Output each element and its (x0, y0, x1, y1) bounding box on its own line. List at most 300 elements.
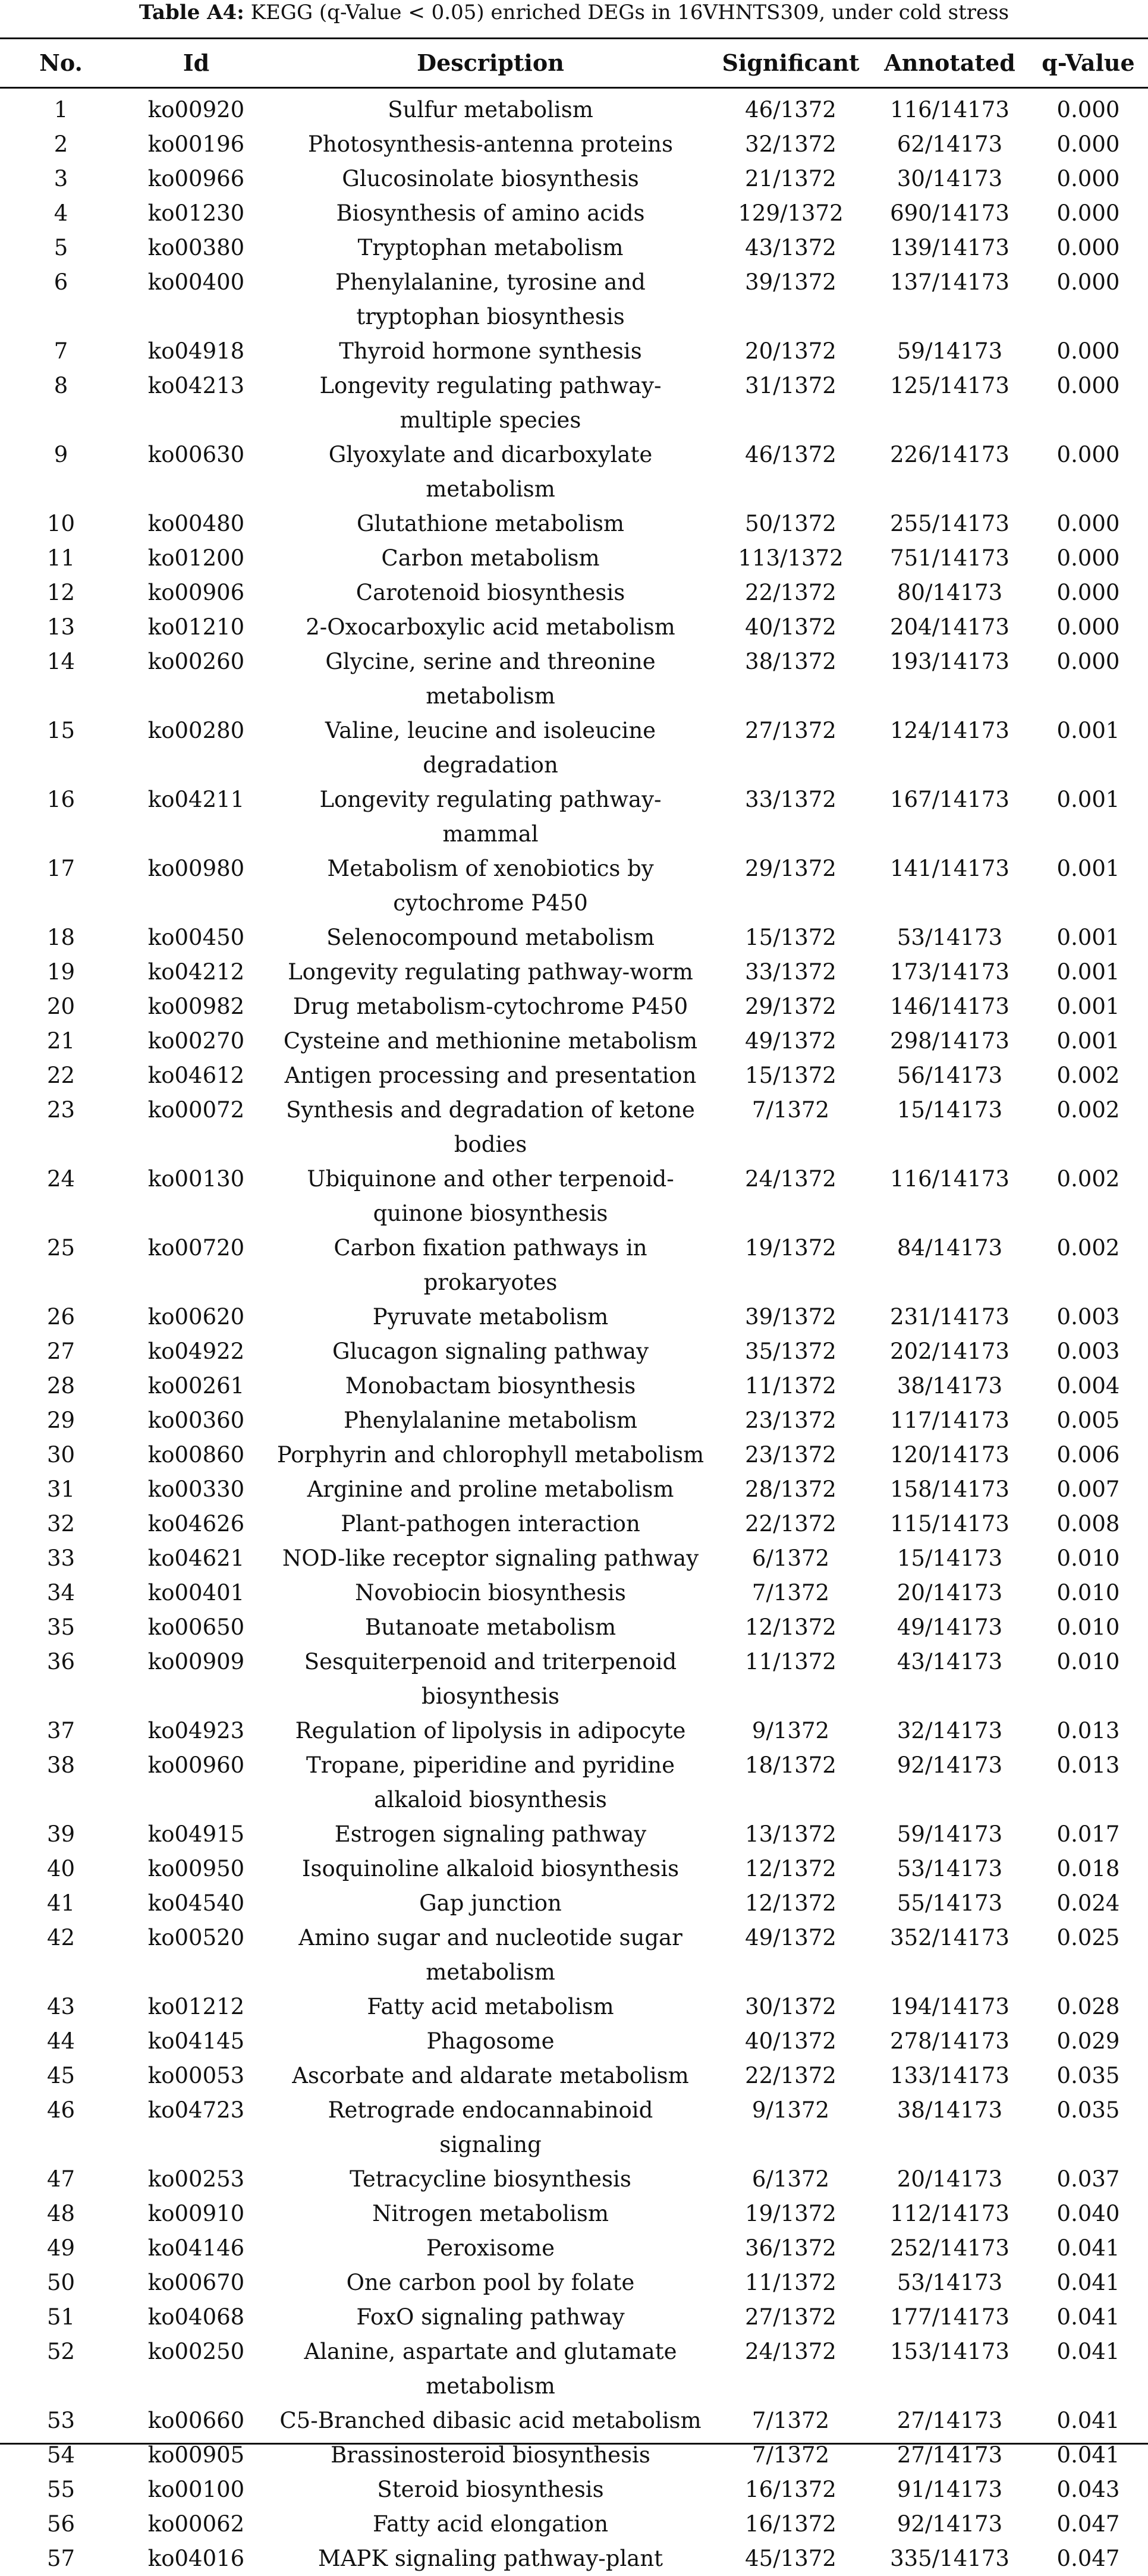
cell-no: 13 (46, 614, 76, 640)
cell-id: ko00950 (147, 1856, 245, 1881)
cell-id: ko04068 (147, 2304, 245, 2330)
cell-no: 38 (46, 1752, 76, 1778)
cell-annotated: 120/14173 (890, 1442, 1009, 1468)
cell-significant: 21/1372 (745, 166, 836, 191)
cell-id: ko00330 (147, 1477, 245, 1502)
cell-description: Glucosinolate biosynthesis (342, 166, 639, 191)
cell-id: ko04540 (147, 1890, 245, 1916)
cell-annotated: 204/14173 (890, 614, 1009, 640)
cell-id: ko00270 (147, 1028, 245, 1054)
cell-no: 48 (46, 2201, 76, 2226)
cell-id: ko00966 (147, 166, 245, 191)
cell-q-value: 0.001 (1056, 1028, 1120, 1054)
cell-significant: 29/1372 (745, 994, 836, 1019)
cell-q-value: 0.013 (1056, 1718, 1120, 1743)
cell-significant: 6/1372 (751, 1545, 830, 1571)
cell-annotated: 55/14173 (897, 1890, 1003, 1916)
cell-no: 30 (46, 1442, 76, 1468)
table-row (0, 265, 1148, 334)
cell-annotated: 751/14173 (890, 545, 1009, 571)
cell-no: 26 (46, 1304, 76, 1330)
cell-description: Pyruvate metabolism (372, 1304, 609, 1330)
cell-significant: 49/1372 (745, 1925, 836, 1950)
cell-annotated: 53/14173 (897, 2270, 1003, 2295)
cell-significant: 46/1372 (745, 442, 836, 467)
cell-no: 23 (46, 1097, 76, 1123)
table-row (0, 1748, 1148, 1817)
table-row (0, 955, 1148, 989)
table-row (0, 369, 1148, 438)
cell-id: ko01230 (147, 200, 245, 226)
cell-q-value: 0.000 (1056, 131, 1120, 157)
cell-q-value: 0.037 (1056, 2166, 1120, 2192)
cell-annotated: 226/14173 (890, 442, 1009, 467)
cell-description: Plant-pathogen interaction (341, 1511, 640, 1537)
cell-description: Estrogen signaling pathway (334, 1821, 647, 1847)
cell-q-value: 0.005 (1056, 1408, 1120, 1433)
cell-id: ko00910 (147, 2201, 245, 2226)
cell-annotated: 117/14173 (890, 1408, 1009, 1433)
cell-description: Butanoate metabolism (364, 1614, 617, 1640)
table-caption (0, 0, 1148, 25)
cell-no: 31 (46, 1477, 76, 1502)
table-row (0, 127, 1148, 162)
cell-significant: 45/1372 (745, 2546, 836, 2571)
cell-significant: 22/1372 (745, 1511, 836, 1537)
cell-annotated: 141/14173 (890, 856, 1009, 881)
cell-q-value: 0.010 (1056, 1614, 1120, 1640)
cell-description: Drug metabolism-cytochrome P450 (292, 994, 688, 1019)
cell-annotated: 53/14173 (897, 925, 1003, 950)
cell-no: 44 (46, 2028, 76, 2054)
cell-q-value: 0.041 (1056, 2304, 1120, 2330)
cell-significant: 29/1372 (745, 856, 836, 881)
cell-id: ko04626 (147, 1511, 245, 1537)
table-row (0, 438, 1148, 507)
cell-significant: 43/1372 (745, 235, 836, 260)
cell-q-value: 0.025 (1056, 1925, 1120, 1950)
table-row (0, 2473, 1148, 2507)
cell-no: 4 (54, 200, 68, 226)
cell-description: Metabolism of xenobiotics by cytochrome P450 (327, 856, 654, 916)
cell-id: ko00920 (147, 97, 245, 122)
cell-q-value: 0.041 (1056, 2442, 1120, 2468)
cell-significant: 27/1372 (745, 718, 836, 743)
cell-id: ko00660 (147, 2408, 245, 2433)
cell-significant: 15/1372 (745, 925, 836, 950)
cell-significant: 7/1372 (751, 1580, 830, 1606)
cell-annotated: 298/14173 (890, 1028, 1009, 1054)
cell-id: ko00980 (147, 856, 245, 881)
table-row (0, 2093, 1148, 2162)
cell-id: ko00130 (147, 1166, 245, 1192)
cell-description: Carotenoid biosynthesis (356, 580, 625, 605)
cell-no: 17 (46, 856, 76, 881)
cell-annotated: 20/14173 (897, 1580, 1003, 1606)
cell-no: 7 (54, 338, 68, 364)
cell-annotated: 84/14173 (897, 1235, 1003, 1261)
header-description: Description (417, 49, 564, 76)
cell-no: 15 (46, 718, 76, 743)
cell-description: Regulation of lipolysis in adipocyte (295, 1718, 686, 1743)
cell-description: Longevity regulating pathway-multiple species (319, 373, 662, 433)
cell-id: ko00960 (147, 1752, 245, 1778)
cell-q-value: 0.007 (1056, 1477, 1120, 1502)
table-row (0, 2300, 1148, 2335)
cell-description: Ubiquinone and other terpenoid-quinone biosynthesis (307, 1166, 674, 1226)
cell-annotated: 352/14173 (890, 1925, 1009, 1950)
header-significant: Significant (722, 49, 860, 76)
cell-no: 55 (46, 2477, 76, 2502)
cell-annotated: 252/14173 (890, 2235, 1009, 2261)
cell-no: 51 (46, 2304, 76, 2330)
cell-no: 52 (46, 2339, 76, 2364)
cell-significant: 39/1372 (745, 269, 836, 295)
cell-annotated: 137/14173 (890, 269, 1009, 295)
table-row (0, 1162, 1148, 1231)
cell-annotated: 92/14173 (897, 2511, 1003, 2537)
cell-id: ko00250 (147, 2339, 245, 2364)
cell-significant: 23/1372 (745, 1442, 836, 1468)
cell-description: Monobactam biosynthesis (345, 1373, 636, 1399)
cell-significant: 24/1372 (745, 1166, 836, 1192)
cell-no: 45 (46, 2063, 76, 2088)
cell-annotated: 690/14173 (890, 200, 1009, 226)
cell-q-value: 0.041 (1056, 2408, 1120, 2433)
cell-q-value: 0.001 (1056, 718, 1120, 743)
cell-q-value: 0.000 (1056, 235, 1120, 260)
cell-id: ko04621 (147, 1545, 245, 1571)
table-row (0, 2335, 1148, 2404)
cell-q-value: 0.002 (1056, 1063, 1120, 1088)
header-row (0, 39, 1148, 87)
cell-q-value: 0.041 (1056, 2235, 1120, 2261)
cell-annotated: 53/14173 (897, 1856, 1003, 1881)
cell-id: ko00982 (147, 994, 245, 1019)
header-annotated: Annotated (884, 49, 1015, 76)
cell-description: Glycine, serine and threonine metabolism (325, 649, 656, 709)
header-id: Id (183, 49, 210, 76)
cell-q-value: 0.041 (1056, 2339, 1120, 2364)
cell-description: Novobiocin biosynthesis (355, 1580, 626, 1606)
cell-q-value: 0.018 (1056, 1856, 1120, 1881)
header-spacer (0, 87, 1148, 93)
cell-id: ko00062 (147, 2511, 245, 2537)
table-row (0, 1093, 1148, 1162)
cell-description: Selenocompound metabolism (326, 925, 655, 950)
cell-description: Biosynthesis of amino acids (336, 200, 645, 226)
table-row (0, 2197, 1148, 2231)
cell-significant: 11/1372 (745, 1373, 836, 1399)
cell-id: ko04211 (147, 787, 245, 812)
cell-id: ko04212 (147, 959, 245, 985)
table-row (0, 645, 1148, 714)
cell-q-value: 0.004 (1056, 1373, 1120, 1399)
table-row (0, 1714, 1148, 1748)
cell-no: 36 (46, 1649, 76, 1675)
cell-description: Arginine and proline metabolism (307, 1477, 674, 1502)
cell-description: Fatty acid metabolism (367, 1994, 614, 2019)
caption-label: Table A4: (139, 1, 244, 24)
table-row (0, 334, 1148, 369)
cell-significant: 9/1372 (751, 1718, 830, 1743)
cell-no: 14 (46, 649, 76, 674)
cell-id: ko00650 (147, 1614, 245, 1640)
cell-id: ko00860 (147, 1442, 245, 1468)
cell-no: 25 (46, 1235, 76, 1261)
cell-no: 21 (46, 1028, 76, 1054)
cell-id: ko00253 (147, 2166, 245, 2192)
cell-significant: 13/1372 (745, 1821, 836, 1847)
cell-description: Cysteine and methionine metabolism (283, 1028, 698, 1054)
cell-id: ko00100 (147, 2477, 245, 2502)
table-row (0, 1645, 1148, 1714)
cell-description: MAPK signaling pathway-plant (317, 2546, 663, 2571)
cell-annotated: 278/14173 (890, 2028, 1009, 2054)
cell-description: Glutathione metabolism (356, 511, 625, 536)
cell-significant: 30/1372 (745, 1994, 836, 2019)
cell-no: 56 (46, 2511, 76, 2537)
cell-id: ko01210 (147, 614, 245, 640)
cell-description: Phenylalanine metabolism (344, 1408, 637, 1433)
cell-annotated: 38/14173 (897, 2097, 1003, 2123)
cell-q-value: 0.000 (1056, 200, 1120, 226)
cell-no: 29 (46, 1408, 76, 1433)
cell-description: Peroxisome (426, 2235, 555, 2261)
cell-id: ko00450 (147, 925, 245, 950)
cell-annotated: 202/14173 (890, 1339, 1009, 1364)
cell-q-value: 0.003 (1056, 1339, 1120, 1364)
table-row (0, 989, 1148, 1024)
cell-id: ko00261 (147, 1373, 245, 1399)
table-row (0, 1300, 1148, 1334)
cell-id: ko00630 (147, 442, 245, 467)
cell-description: Alanine, aspartate and glutamate metabolism (304, 2339, 677, 2399)
cell-annotated: 173/14173 (890, 959, 1009, 985)
cell-annotated: 124/14173 (890, 718, 1009, 743)
cell-q-value: 0.006 (1056, 1442, 1120, 1468)
cell-significant: 31/1372 (745, 373, 836, 398)
cell-annotated: 177/14173 (890, 2304, 1009, 2330)
cell-id: ko04612 (147, 1063, 245, 1088)
cell-no: 50 (46, 2270, 76, 2295)
cell-q-value: 0.000 (1056, 338, 1120, 364)
cell-annotated: 62/14173 (897, 131, 1003, 157)
cell-significant: 129/1372 (738, 200, 844, 226)
cell-id: ko04146 (147, 2235, 245, 2261)
cell-annotated: 30/14173 (897, 166, 1003, 191)
table-row (0, 921, 1148, 955)
cell-no: 18 (46, 925, 76, 950)
cell-description: Glyoxylate and dicarboxylate metabolism (328, 442, 653, 502)
cell-q-value: 0.010 (1056, 1580, 1120, 1606)
table-row (0, 2438, 1148, 2473)
cell-no: 27 (46, 1339, 76, 1364)
cell-annotated: 125/14173 (890, 373, 1009, 398)
cell-description: Phagosome (426, 2028, 555, 2054)
table-row (0, 1541, 1148, 1576)
cell-no: 42 (46, 1925, 76, 1950)
cell-description: FoxO signaling pathway (356, 2304, 625, 2330)
cell-significant: 7/1372 (751, 2408, 830, 2433)
table-row (0, 1369, 1148, 1403)
cell-significant: 18/1372 (745, 1752, 836, 1778)
cell-annotated: 139/14173 (890, 235, 1009, 260)
cell-description: Valine, leucine and isoleucine degradation (325, 718, 656, 778)
cell-annotated: 59/14173 (897, 338, 1003, 364)
cell-id: ko00280 (147, 718, 245, 743)
cell-annotated: 146/14173 (890, 994, 1009, 1019)
cell-no: 43 (46, 1994, 76, 2019)
cell-no: 3 (54, 166, 68, 191)
cell-significant: 24/1372 (745, 2339, 836, 2364)
cell-q-value: 0.000 (1056, 545, 1120, 571)
cell-id: ko00053 (147, 2063, 245, 2088)
cell-q-value: 0.000 (1056, 97, 1120, 122)
cell-id: ko01212 (147, 1994, 245, 2019)
cell-description: Tetracycline biosynthesis (350, 2166, 631, 2192)
cell-id: ko00670 (147, 2270, 245, 2295)
cell-description: 2-Oxocarboxylic acid metabolism (306, 614, 675, 640)
cell-id: ko04145 (147, 2028, 245, 2054)
cell-no: 12 (46, 580, 76, 605)
cell-description: Glucagon signaling pathway (332, 1339, 649, 1364)
table-row (0, 610, 1148, 645)
cell-annotated: 80/14173 (897, 580, 1003, 605)
cell-q-value: 0.002 (1056, 1235, 1120, 1261)
caption-text: KEGG (q-Value < 0.05) enriched DEGs in 16VHNTS309, under cold stress (250, 1, 1009, 24)
cell-annotated: 15/14173 (897, 1097, 1003, 1123)
cell-annotated: 158/14173 (890, 1477, 1009, 1502)
cell-significant: 33/1372 (745, 959, 836, 985)
cell-description: Phenylalanine, tyrosine and tryptophan biosynthesis (335, 269, 646, 329)
cell-significant: 16/1372 (745, 2511, 836, 2537)
cell-annotated: 335/14173 (890, 2546, 1009, 2571)
table-row (0, 1610, 1148, 1645)
cell-id: ko04918 (147, 338, 245, 364)
cell-description: Carbon fixation pathways in prokaryotes (334, 1235, 647, 1295)
cell-significant: 50/1372 (745, 511, 836, 536)
table-row (0, 1921, 1148, 1990)
cell-description: Photosynthesis-antenna proteins (308, 131, 673, 157)
cell-q-value: 0.024 (1056, 1890, 1120, 1916)
cell-description: Gap junction (419, 1890, 562, 1916)
cell-no: 20 (46, 994, 76, 1019)
table-row (0, 1852, 1148, 1886)
cell-no: 46 (46, 2097, 76, 2123)
cell-no: 40 (46, 1856, 76, 1881)
cell-significant: 20/1372 (745, 338, 836, 364)
table-row (0, 1886, 1148, 1921)
cell-significant: 22/1372 (745, 580, 836, 605)
cell-annotated: 167/14173 (890, 787, 1009, 812)
cell-id: ko04016 (147, 2546, 245, 2571)
cell-id: ko04923 (147, 1718, 245, 1743)
cell-no: 41 (46, 1890, 76, 1916)
cell-annotated: 255/14173 (890, 511, 1009, 536)
cell-significant: 36/1372 (745, 2235, 836, 2261)
cell-annotated: 194/14173 (890, 1994, 1009, 2019)
cell-annotated: 15/14173 (897, 1545, 1003, 1571)
table-row (0, 852, 1148, 921)
cell-description: Fatty acid elongation (372, 2511, 609, 2537)
cell-no: 49 (46, 2235, 76, 2261)
cell-no: 9 (54, 442, 68, 467)
cell-annotated: 133/14173 (890, 2063, 1009, 2088)
cell-description: Longevity regulating pathway-mammal (319, 787, 662, 847)
table-row (0, 2059, 1148, 2093)
cell-q-value: 0.001 (1056, 787, 1120, 812)
cell-significant: 16/1372 (745, 2477, 836, 2502)
table-row (0, 162, 1148, 196)
cell-id: ko00400 (147, 269, 245, 295)
table-row (0, 2266, 1148, 2300)
cell-q-value: 0.013 (1056, 1752, 1120, 1778)
cell-no: 19 (46, 959, 76, 985)
cell-significant: 19/1372 (745, 2201, 836, 2226)
cell-q-value: 0.001 (1056, 856, 1120, 881)
table-row (0, 714, 1148, 783)
table-row (0, 1817, 1148, 1852)
table-row (0, 1334, 1148, 1369)
cell-significant: 19/1372 (745, 1235, 836, 1261)
cell-no: 39 (46, 1821, 76, 1847)
cell-q-value: 0.002 (1056, 1097, 1120, 1123)
cell-no: 6 (54, 269, 68, 295)
cell-significant: 46/1372 (745, 97, 836, 122)
table-row (0, 576, 1148, 610)
header-q-value: q-Value (1042, 49, 1135, 76)
cell-q-value: 0.000 (1056, 269, 1120, 295)
cell-id: ko00520 (147, 1925, 245, 1950)
cell-significant: 22/1372 (745, 2063, 836, 2088)
cell-significant: 12/1372 (745, 1614, 836, 1640)
cell-significant: 6/1372 (751, 2166, 830, 2192)
cell-significant: 38/1372 (745, 649, 836, 674)
cell-annotated: 116/14173 (890, 1166, 1009, 1192)
cell-no: 16 (46, 787, 76, 812)
cell-annotated: 91/14173 (897, 2477, 1003, 2502)
cell-no: 34 (46, 1580, 76, 1606)
cell-id: ko00620 (147, 1304, 245, 1330)
cell-significant: 32/1372 (745, 131, 836, 157)
cell-q-value: 0.000 (1056, 442, 1120, 467)
cell-description: Tropane, piperidine and pyridine alkaloid biosynthesis (306, 1752, 675, 1812)
cell-significant: 12/1372 (745, 1856, 836, 1881)
table-row (0, 2231, 1148, 2266)
table-row (0, 1024, 1148, 1058)
cell-q-value: 0.040 (1056, 2201, 1120, 2226)
cell-no: 28 (46, 1373, 76, 1399)
cell-significant: 35/1372 (745, 1339, 836, 1364)
cell-annotated: 56/14173 (897, 1063, 1003, 1088)
cell-annotated: 27/14173 (897, 2408, 1003, 2433)
cell-q-value: 0.000 (1056, 511, 1120, 536)
cell-significant: 40/1372 (745, 2028, 836, 2054)
cell-q-value: 0.000 (1056, 614, 1120, 640)
cell-q-value: 0.047 (1056, 2511, 1120, 2537)
cell-q-value: 0.008 (1056, 1511, 1120, 1537)
cell-no: 35 (46, 1614, 76, 1640)
cell-significant: 27/1372 (745, 2304, 836, 2330)
table-row (0, 2507, 1148, 2542)
cell-q-value: 0.000 (1056, 580, 1120, 605)
table-row (0, 2404, 1148, 2438)
cell-q-value: 0.000 (1056, 373, 1120, 398)
cell-annotated: 115/14173 (890, 1511, 1009, 1537)
cell-annotated: 43/14173 (897, 1649, 1003, 1675)
cell-q-value: 0.028 (1056, 1994, 1120, 2019)
